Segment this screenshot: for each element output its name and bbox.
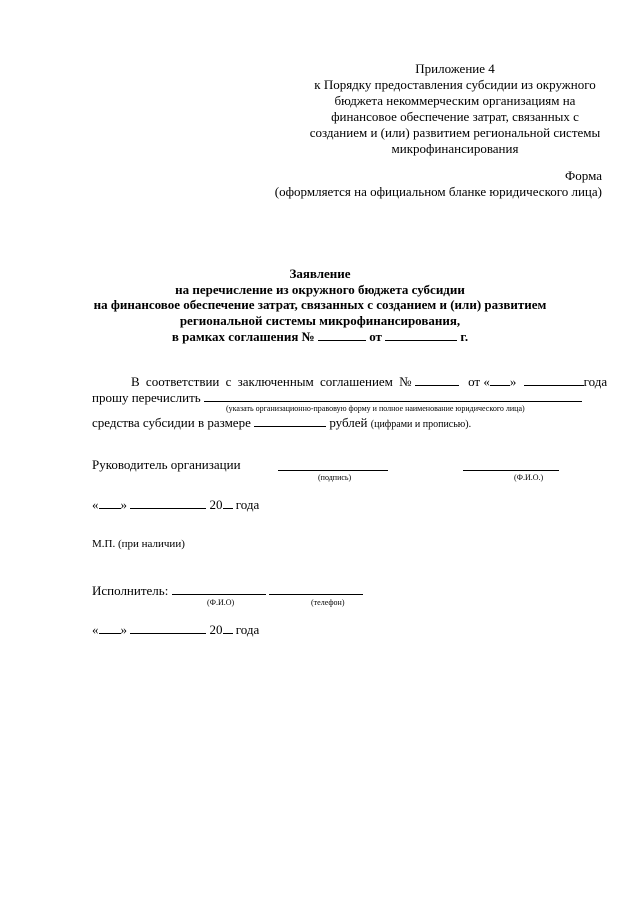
agreement-number-blank[interactable] bbox=[318, 328, 366, 341]
title-agreement-line: в рамках соглашения № от г. bbox=[171, 329, 469, 344]
title-main: Заявление bbox=[289, 266, 351, 281]
appendix-line: финансовое обеспечение затрат, связанных с bbox=[331, 109, 579, 124]
executor-fio-blank[interactable] bbox=[172, 582, 266, 595]
executor-phone-blank[interactable] bbox=[269, 582, 363, 595]
appendix-line: созданием и (или) развитием региональной системы bbox=[309, 125, 601, 140]
subsidy-amount-blank[interactable] bbox=[254, 414, 326, 427]
date1-year-blank[interactable] bbox=[223, 496, 233, 509]
title-line: на перечисление из окружного бюджета субсидии bbox=[175, 281, 465, 297]
date1-day-blank[interactable] bbox=[99, 496, 121, 509]
signature-hint: (подпись) bbox=[318, 473, 352, 482]
contract-day-blank[interactable] bbox=[490, 373, 510, 386]
head-label: Руководитель организации bbox=[92, 457, 241, 472]
date2-day-blank[interactable] bbox=[99, 621, 121, 634]
appendix-line: к Порядку предоставления субсидии из окружного bbox=[314, 77, 596, 92]
form-note: (оформляется на официальном бланке юридического лица) bbox=[274, 184, 602, 199]
date1-month-blank[interactable] bbox=[130, 496, 206, 509]
appendix-line: микрофинансирования bbox=[391, 141, 519, 156]
organization-name-blank[interactable] bbox=[204, 389, 582, 402]
organization-hint: (указать организационно-правовую форму и полное наименование юридического лица) bbox=[226, 404, 525, 413]
title-line: на финансовое обеспечение затрат, связанных с созданием и (или) развитием bbox=[93, 297, 547, 312]
head-signature-blank[interactable] bbox=[278, 470, 388, 471]
date2-year-blank[interactable] bbox=[223, 621, 233, 634]
executor-line: Исполнитель: bbox=[92, 582, 363, 599]
title-line: региональной системы микрофинансирования, bbox=[179, 312, 461, 328]
form-label: Форма bbox=[565, 168, 602, 183]
head-fio-blank[interactable] bbox=[463, 470, 559, 471]
appendix-header bbox=[290, 61, 620, 157]
date-line-2: « » 20 года bbox=[92, 622, 260, 637]
fio-hint: (Ф.И.О.) bbox=[514, 473, 544, 482]
appendix-line: бюджета некоммерческим организациям на bbox=[334, 93, 576, 108]
body-line-1: В соответствии с заключенным соглашением № от « » года bbox=[131, 374, 608, 389]
date2-month-blank[interactable] bbox=[130, 621, 206, 634]
stamp-note: М.П. (при наличии) bbox=[92, 538, 185, 550]
appendix-number: Приложение 4 bbox=[415, 61, 495, 76]
document-title bbox=[60, 266, 580, 345]
executor-fio-hint: (Ф.И.О) bbox=[207, 598, 235, 607]
body-line-3: средства субсидии в размере рублей (цифрами и прописью). bbox=[92, 415, 472, 430]
executor-phone-hint: (телефон) bbox=[311, 598, 345, 607]
contract-month-blank[interactable] bbox=[524, 373, 584, 386]
contract-number-blank[interactable] bbox=[415, 373, 459, 386]
body-line-2: прошу перечислить bbox=[92, 389, 582, 406]
agreement-date-blank[interactable] bbox=[385, 328, 457, 341]
date-line-1: « » 20 года bbox=[92, 497, 260, 512]
